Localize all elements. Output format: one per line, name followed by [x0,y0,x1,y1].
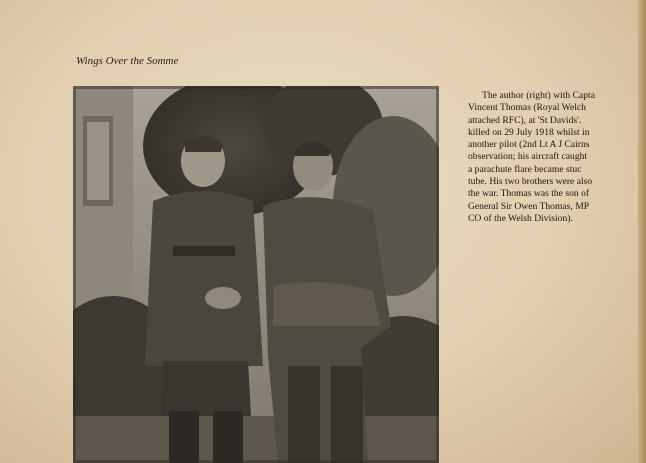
page-edge [638,0,646,463]
photo-caption [468,90,646,225]
caption-line: tube. His two brothers were also [468,176,593,188]
running-head: Wings Over the Somme [76,55,179,67]
caption-line: a parachute flare became stuc [468,163,582,175]
caption-line: attached RFC), at 'St Davids'. [468,114,582,126]
photograph-image [73,86,439,463]
caption-line: killed on 29 July 1918 whilst in [468,126,590,138]
caption-line: the war. Thomas was the son of [468,188,590,200]
caption-line: observation; his aircraft caught [468,151,588,163]
caption-line: another pilot (2nd Lt A J Cairns [468,139,590,151]
photograph-two-officers [73,86,439,463]
caption-line: Vincent Thomas (Royal Welch [468,102,586,114]
caption-line: The author (right) with Capta [482,90,595,101]
caption-line: CO of the Welsh Division). [468,212,573,224]
caption-line: General Sir Owen Thomas, MP [468,200,590,212]
